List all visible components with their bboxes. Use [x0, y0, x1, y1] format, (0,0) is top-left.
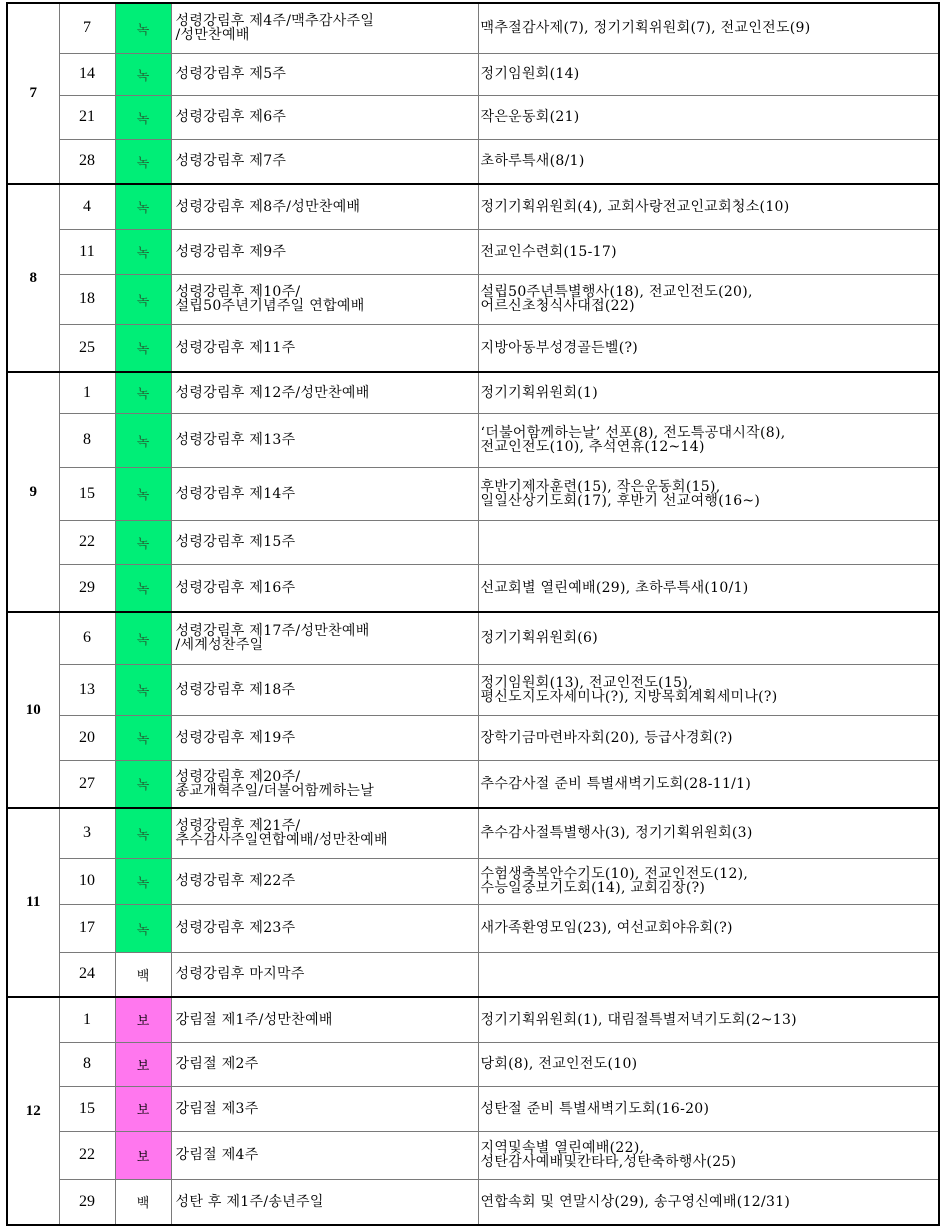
sunday-title-cell: 성령강림후 제15주: [171, 520, 478, 564]
schedule-row: [7, 808, 939, 858]
liturgical-color-cell: 녹: [115, 139, 171, 184]
day-cell: 8: [59, 413, 115, 467]
day-cell: 4: [59, 184, 115, 229]
sunday-title-cell: 성령강림후 제19주: [171, 715, 478, 760]
events-cell: [478, 520, 939, 564]
liturgical-color-cell: 백: [115, 1179, 171, 1225]
sunday-title-cell: 성령강림후 제18주: [171, 664, 478, 715]
liturgical-color-cell: 녹: [115, 612, 171, 664]
schedule-row: [7, 564, 939, 612]
events-cell: 선교회별 열린예배(29), 초하루특새(10/1): [478, 564, 939, 612]
liturgical-color-cell: 보: [115, 1086, 171, 1131]
liturgical-color-cell: 보: [115, 1131, 171, 1179]
month-cell: 8: [7, 184, 59, 372]
events-cell: 새가족환영모임(23), 여선교회야유회(?): [478, 904, 939, 952]
sunday-title-cell: 성령강림후 제14주: [171, 467, 478, 520]
schedule-row: [7, 53, 939, 95]
events-cell: 장학기금마련바자회(20), 등급사경회(?): [478, 715, 939, 760]
month-cell: 10: [7, 612, 59, 808]
sunday-title-cell: 성탄 후 제1주/송년주일: [171, 1179, 478, 1225]
day-cell: 15: [59, 467, 115, 520]
events-cell: 정기임원회(13), 전교인전도(15), 평신도지도자세미나(?), 지방목회계획세미나(?): [478, 664, 939, 715]
liturgical-color-cell: 녹: [115, 904, 171, 952]
sunday-title-cell: 성령강림후 제10주/ 설립50주년기념주일 연합예배: [171, 274, 478, 324]
liturgical-color-cell: 보: [115, 1042, 171, 1086]
liturgical-color-cell: 녹: [115, 229, 171, 274]
events-cell: 추수감사절 준비 특별새벽기도회(28-11/1): [478, 760, 939, 808]
schedule-row: [7, 3, 939, 53]
day-cell: 18: [59, 274, 115, 324]
sunday-title-cell: 성령강림후 제13주: [171, 413, 478, 467]
liturgical-color-cell: 녹: [115, 808, 171, 858]
sunday-title-cell: 성령강림후 제20주/ 종교개혁주일/더불어함께하는날: [171, 760, 478, 808]
schedule-row: [7, 520, 939, 564]
schedule-row: [7, 274, 939, 324]
schedule-row: [7, 612, 939, 664]
events-cell: 맥추절감사제(7), 정기기획위원회(7), 전교인전도(9): [478, 3, 939, 53]
events-cell: 후반기제자훈련(15), 작은운동회(15), 일일산상기도회(17), 후반기 선교여행(16~): [478, 467, 939, 520]
liturgical-color-cell: 녹: [115, 95, 171, 139]
liturgical-color-cell: 녹: [115, 413, 171, 467]
schedule-row: [7, 467, 939, 520]
sunday-title-cell: 성령강림후 제22주: [171, 858, 478, 904]
liturgical-color-cell: 녹: [115, 715, 171, 760]
sunday-title-cell: 성령강림후 제17주/성만찬예배 /세계성찬주일: [171, 612, 478, 664]
events-cell: ‘더불어함께하는날’ 선포(8), 전도특공대시작(8), 전교인전도(10), 추석연휴(12~14): [478, 413, 939, 467]
sunday-title-cell: 강림절 제4주: [171, 1131, 478, 1179]
day-cell: 7: [59, 3, 115, 53]
schedule-row: [7, 184, 939, 229]
month-cell: 7: [7, 3, 59, 184]
events-cell: 연합속회 및 연말시상(29), 송구영신예배(12/31): [478, 1179, 939, 1225]
schedule-row: [7, 372, 939, 413]
events-cell: 작은운동회(21): [478, 95, 939, 139]
sunday-title-cell: 성령강림후 제11주: [171, 324, 478, 372]
liturgical-color-cell: 녹: [115, 372, 171, 413]
events-cell: 추수감사절특별행사(3), 정기기획위원회(3): [478, 808, 939, 858]
sunday-title-cell: 성령강림후 제6주: [171, 95, 478, 139]
day-cell: 13: [59, 664, 115, 715]
liturgical-color-cell: 녹: [115, 858, 171, 904]
day-cell: 28: [59, 139, 115, 184]
events-cell: 지역및속별 열린예배(22), 성탄감사예배및칸타타,성탄축하행사(25): [478, 1131, 939, 1179]
day-cell: 1: [59, 997, 115, 1042]
events-cell: 수험생축복안수기도(10), 전교인전도(12), 수능일중보기도회(14), 교회김장(?): [478, 858, 939, 904]
day-cell: 17: [59, 904, 115, 952]
schedule-row: [7, 715, 939, 760]
events-cell: 정기기획위원회(4), 교회사랑전교인교회청소(10): [478, 184, 939, 229]
month-cell: 9: [7, 372, 59, 612]
sunday-title-cell: 성령강림후 제12주/성만찬예배: [171, 372, 478, 413]
events-cell: 정기임원회(14): [478, 53, 939, 95]
day-cell: 15: [59, 1086, 115, 1131]
schedule-row: [7, 324, 939, 372]
day-cell: 29: [59, 564, 115, 612]
schedule-row: [7, 858, 939, 904]
schedule-row: [7, 760, 939, 808]
liturgical-color-cell: 녹: [115, 520, 171, 564]
liturgical-color-cell: 녹: [115, 53, 171, 95]
liturgical-color-cell: 녹: [115, 564, 171, 612]
events-cell: 성탄절 준비 특별새벽기도회(16-20): [478, 1086, 939, 1131]
events-cell: 정기기획위원회(1): [478, 372, 939, 413]
month-cell: 12: [7, 997, 59, 1225]
sunday-title-cell: 성령강림후 제7주: [171, 139, 478, 184]
schedule-row: [7, 139, 939, 184]
schedule-row: [7, 1042, 939, 1086]
liturgical-color-cell: 녹: [115, 324, 171, 372]
liturgical-color-cell: 녹: [115, 664, 171, 715]
schedule-row: [7, 952, 939, 997]
schedule-row: [7, 997, 939, 1042]
sunday-title-cell: 성령강림후 제5주: [171, 53, 478, 95]
schedule-row: [7, 413, 939, 467]
schedule-row: [7, 95, 939, 139]
liturgical-color-cell: 녹: [115, 760, 171, 808]
day-cell: 6: [59, 612, 115, 664]
events-cell: 정기기획위원회(6): [478, 612, 939, 664]
day-cell: 22: [59, 520, 115, 564]
events-cell: 초하루특새(8/1): [478, 139, 939, 184]
day-cell: 27: [59, 760, 115, 808]
month-cell: 11: [7, 808, 59, 997]
day-cell: 24: [59, 952, 115, 997]
sunday-title-cell: 성령강림후 마지막주: [171, 952, 478, 997]
day-cell: 11: [59, 229, 115, 274]
liturgical-color-cell: 녹: [115, 3, 171, 53]
day-cell: 21: [59, 95, 115, 139]
events-cell: [478, 952, 939, 997]
day-cell: 10: [59, 858, 115, 904]
schedule-row: [7, 229, 939, 274]
day-cell: 22: [59, 1131, 115, 1179]
sunday-title-cell: 강림절 제3주: [171, 1086, 478, 1131]
events-cell: 전교인수련회(15-17): [478, 229, 939, 274]
liturgical-color-cell: 보: [115, 997, 171, 1042]
sunday-title-cell: 성령강림후 제21주/ 추수감사주일연합예배/성만찬예배: [171, 808, 478, 858]
day-cell: 3: [59, 808, 115, 858]
liturgical-color-cell: 백: [115, 952, 171, 997]
sunday-title-cell: 성령강림후 제8주/성만찬예배: [171, 184, 478, 229]
schedule-row: [7, 1179, 939, 1225]
schedule-row: [7, 1086, 939, 1131]
events-cell: 당회(8), 전교인전도(10): [478, 1042, 939, 1086]
sunday-title-cell: 성령강림후 제4주/맥추감사주일 /성만찬예배: [171, 3, 478, 53]
schedule-row: [7, 1131, 939, 1179]
sunday-title-cell: 강림절 제1주/성만찬예배: [171, 997, 478, 1042]
church-annual-schedule-table: [6, 2, 940, 1226]
sunday-title-cell: 성령강림후 제23주: [171, 904, 478, 952]
liturgical-color-cell: 녹: [115, 184, 171, 229]
liturgical-color-cell: 녹: [115, 274, 171, 324]
liturgical-color-cell: 녹: [115, 467, 171, 520]
sunday-title-cell: 강림절 제2주: [171, 1042, 478, 1086]
day-cell: 14: [59, 53, 115, 95]
sunday-title-cell: 성령강림후 제16주: [171, 564, 478, 612]
day-cell: 25: [59, 324, 115, 372]
schedule-row: [7, 904, 939, 952]
events-cell: 지방아동부성경골든벨(?): [478, 324, 939, 372]
events-cell: 설립50주년특별행사(18), 전교인전도(20), 어르신초청식사대접(22): [478, 274, 939, 324]
day-cell: 8: [59, 1042, 115, 1086]
day-cell: 20: [59, 715, 115, 760]
schedule-row: [7, 664, 939, 715]
day-cell: 1: [59, 372, 115, 413]
events-cell: 정기기획위원회(1), 대림절특별저녁기도회(2~13): [478, 997, 939, 1042]
sunday-title-cell: 성령강림후 제9주: [171, 229, 478, 274]
day-cell: 29: [59, 1179, 115, 1225]
